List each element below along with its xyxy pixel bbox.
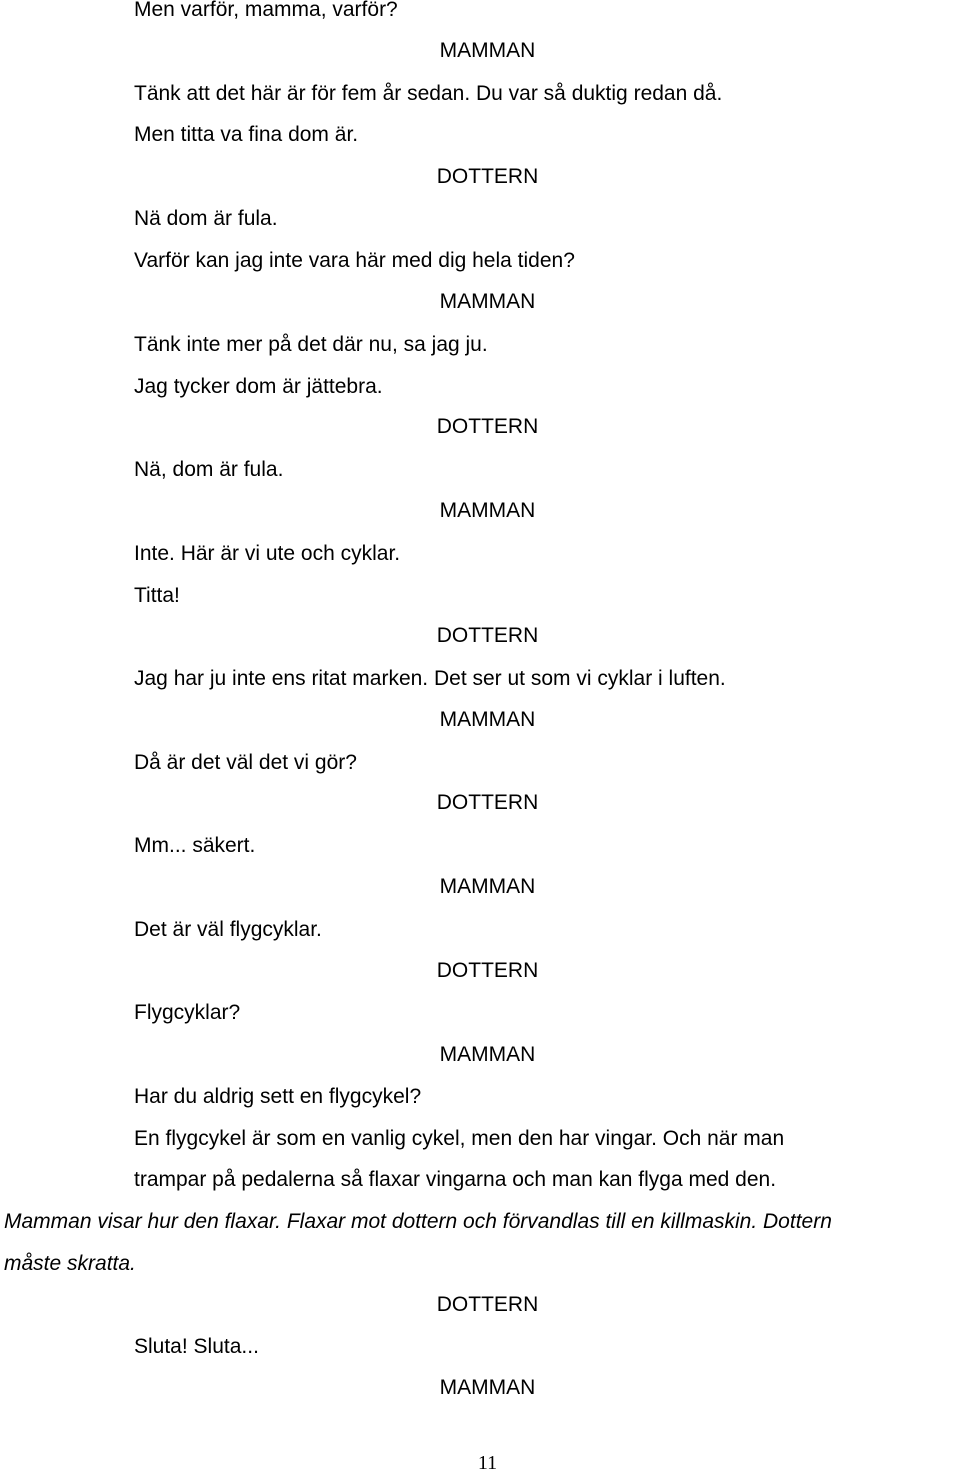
speaker-name: DOTTERN (436, 959, 539, 982)
speaker-name: DOTTERN (436, 624, 539, 647)
dialogue-line: Titta! (134, 584, 180, 607)
dialogue-line: Nä dom är fula. (134, 207, 278, 230)
dialogue-line: Jag har ju inte ens ritat marken. Det ser ut som vi cyklar i luften. (134, 667, 726, 690)
dialogue-line: Då är det väl det vi gör? (134, 751, 357, 774)
speaker-name: DOTTERN (436, 791, 539, 814)
speaker-name: MAMMAN (439, 290, 536, 313)
speaker-name: MAMMAN (439, 875, 536, 898)
speaker-name: MAMMAN (439, 708, 536, 731)
dialogue-line: Tänk att det här är för fem år sedan. Du var så duktig redan då. (134, 82, 723, 105)
dialogue-line: Men titta va fina dom är. (134, 123, 359, 146)
dialogue-line: Men varför, mamma, varför? (134, 0, 398, 21)
dialogue-line: Har du aldrig sett en flygcykel? (134, 1085, 422, 1108)
speaker-name: DOTTERN (436, 415, 539, 438)
speaker-name: MAMMAN (439, 1043, 536, 1066)
dialogue-line: Det är väl flygcyklar. (134, 918, 322, 941)
dialogue-line: Varför kan jag inte vara här med dig hela tiden? (134, 249, 575, 272)
speaker-name: MAMMAN (439, 39, 536, 62)
dialogue-line: Mm... säkert. (134, 834, 256, 857)
dialogue-line: Jag tycker dom är jättebra. (134, 375, 383, 398)
dialogue-line: Flygcyklar? (134, 1001, 241, 1024)
speaker-name: DOTTERN (436, 165, 539, 188)
speaker-name: DOTTERN (436, 1293, 539, 1316)
page-number: 11 (477, 1452, 498, 1474)
stage-direction: måste skratta. (4, 1252, 136, 1275)
dialogue-line: Tänk inte mer på det där nu, sa jag ju. (134, 333, 488, 356)
speaker-name: MAMMAN (439, 499, 536, 522)
dialogue-line: En flygcykel är som en vanlig cykel, men den har vingar. Och när man (134, 1127, 785, 1150)
dialogue-line: Sluta! Sluta... (134, 1335, 259, 1358)
dialogue-line: Inte. Här är vi ute och cyklar. (134, 542, 401, 565)
speaker-name: MAMMAN (439, 1376, 536, 1399)
stage-direction: Mamman visar hur den flaxar. Flaxar mot dottern och förvandlas till en killmaskin. Dottern (4, 1210, 832, 1233)
dialogue-line: Nä, dom är fula. (134, 458, 284, 481)
dialogue-line: trampar på pedalerna så flaxar vingarna och man kan flyga med den. (134, 1168, 777, 1191)
